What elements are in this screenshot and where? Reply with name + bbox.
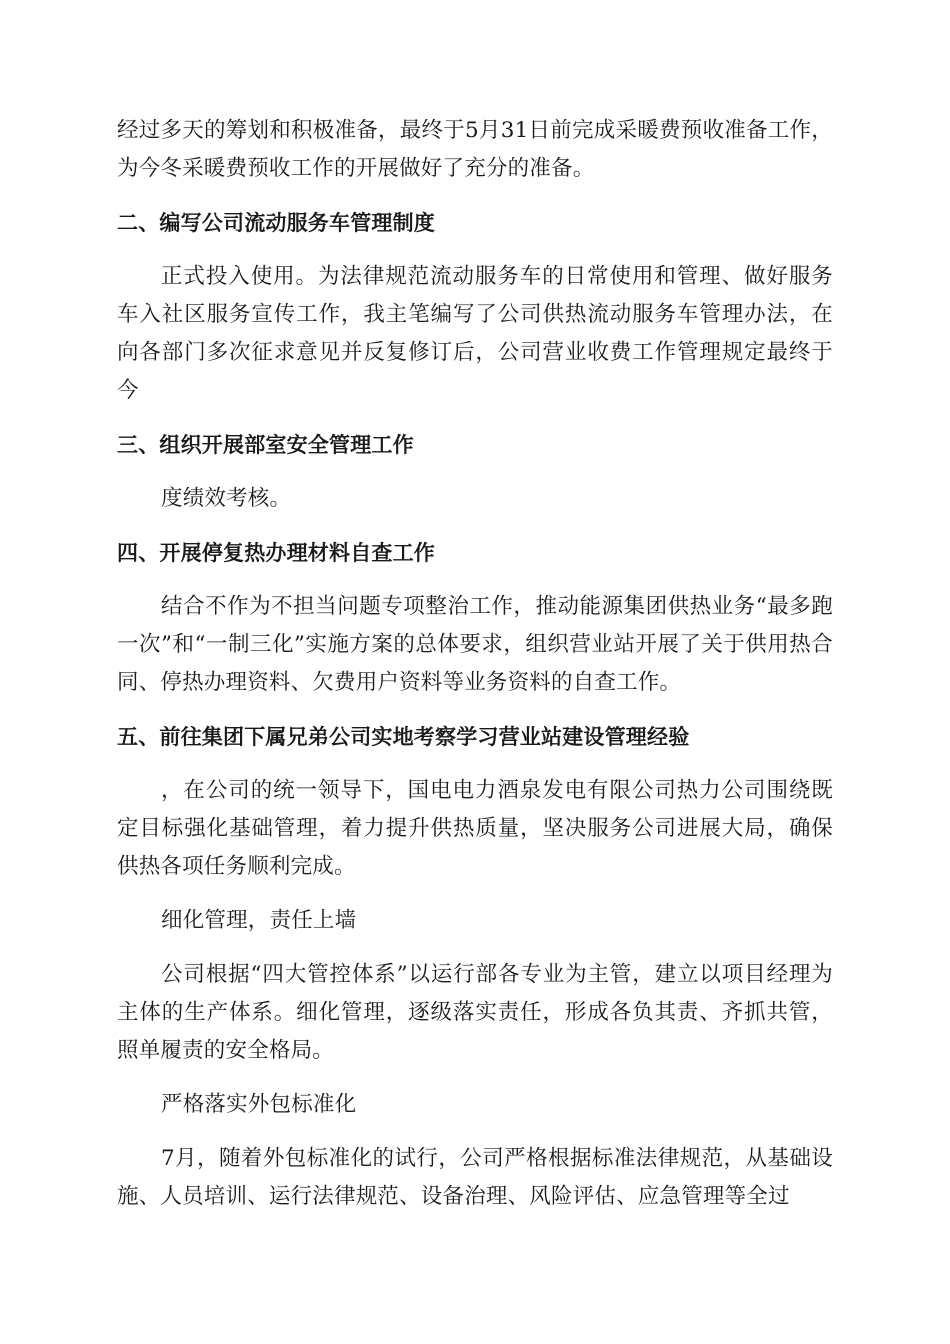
paragraph-section-2: 正式投入使用。为法律规范流动服务车的日常使用和管理、做好服务车入社区服务宣传工作，我主笔编写了公司供热流动服务车管理办法，在向各部门多次征求意见并反复修订后，公司营业收费工作管理规定最终于今 bbox=[117, 264, 833, 403]
heading-section-3: 三、组织开展部室安全管理工作 bbox=[117, 433, 414, 457]
heading-section-2: 二、编写公司流动服务车管理制度 bbox=[117, 211, 435, 235]
heading-section-5: 五、前往集团下属兄弟公司实地考察学习营业站建设管理经验 bbox=[117, 725, 690, 749]
paragraph-july: 7月，随着外包标准化的试行，公司严格根据标准法律规范，从基础设施、人员培训、运行法律规范、设备治理、风险评估、应急管理等全过 bbox=[117, 1146, 833, 1209]
subheading-outsourcing-standardization: 严格落实外包标准化 bbox=[161, 1092, 357, 1117]
paragraph-section-4: 结合不作为不担当问题专项整治工作，推动能源集团供热业务“最多跑一次”和“一制三化”实施方案的总体要求，组织营业站开展了关于供用热合同、停热办理资料、欠费用户资料等业务资料的自查工作。 bbox=[117, 594, 833, 695]
paragraph-control-system: 公司根据“四大管控体系”以运行部各专业为主管，建立以项目经理为主体的生产体系。细化管理，逐级落实责任，形成各负其责、齐抓共管，照单履责的安全格局。 bbox=[117, 962, 833, 1063]
paragraph-section-5: ，在公司的统一领导下，国电电力酒泉发电有限公司热力公司围绕既定目标强化基础管理，着力提升供热质量，坚决服务公司进展大局，确保供热各项任务顺利完成。 bbox=[117, 778, 833, 879]
paragraph-section-3: 度绩效考核。 bbox=[161, 486, 292, 511]
document-body bbox=[117, 112, 833, 1232]
heading-section-4: 四、开展停复热办理材料自查工作 bbox=[117, 541, 435, 565]
subheading-refined-management: 细化管理，责任上墙 bbox=[161, 908, 357, 933]
paragraph-intro: 经过多天的筹划和积极准备，最终于5月31日前完成采暖费预收准备工作，为今冬采暖费预收工作的开展做好了充分的准备。 bbox=[117, 118, 833, 181]
